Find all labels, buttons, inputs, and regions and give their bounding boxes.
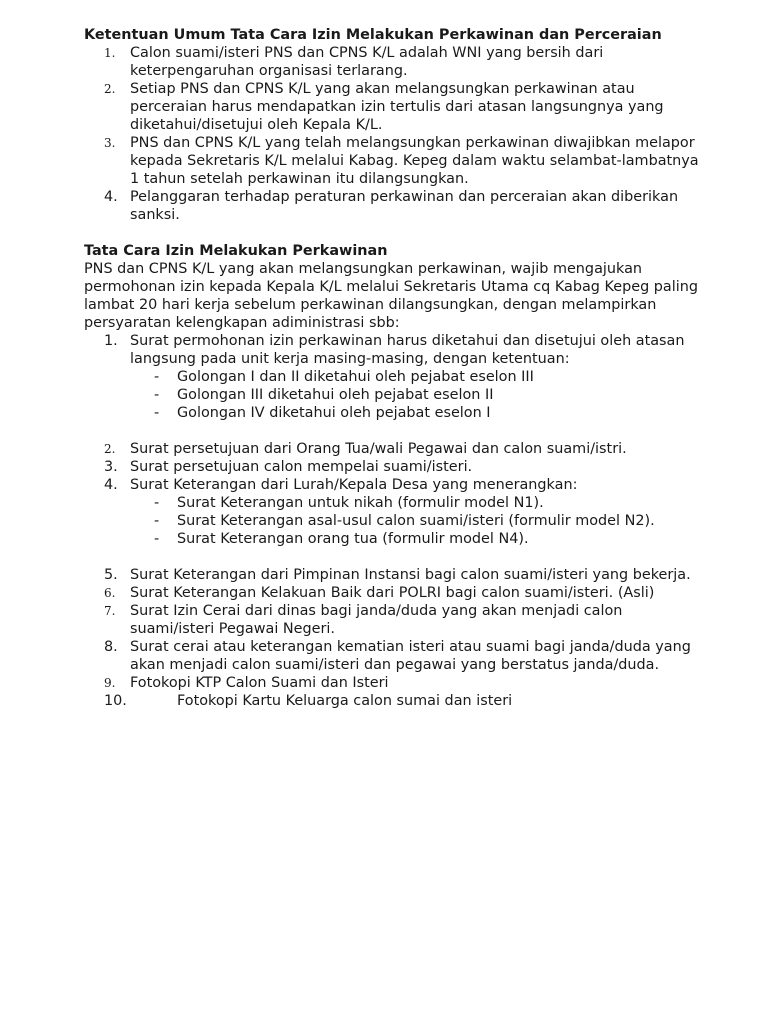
list-item: 2. Surat persetujuan dari Orang Tua/wali Pegawai dan calon suami/istri. bbox=[104, 441, 627, 457]
list-item: 10. Fotokopi Kartu Keluarga calon sumai dan isteri bbox=[104, 693, 513, 709]
list-item: 3. PNS dan CPNS K/L yang telah melangsungkan perkawinan diwajibkan melapor kepada Sekretaris K/L melalui Kabag. Kepeg dalam waktu selambat-lambatnya 1 tahun setelah perkawinan itu dilangsungkan. bbox=[104, 135, 699, 187]
sub-item: - Surat Keterangan asal-usul calon suami/isteri (formulir model N2). bbox=[154, 513, 655, 529]
sub-item: - Golongan III diketahui oleh pejabat eselon II bbox=[154, 387, 494, 403]
list-item: 2. Setiap PNS dan CPNS K/L yang akan melangsungkan perkawinan atau perceraian harus mendapatkan izin tertulis dari atasan langsungnya yang diketahui/disetujui oleh Kepala K/L. bbox=[104, 81, 664, 133]
sub-item: - Golongan I dan II diketahui oleh pejabat eselon III bbox=[154, 369, 534, 385]
sub-item: - Surat Keterangan untuk nikah (formulir model N1). bbox=[154, 495, 544, 511]
list-item: 4. Pelanggaran terhadap peraturan perkawinan dan perceraian akan diberikan sanksi. bbox=[104, 189, 679, 223]
list-item: 4. Surat Keterangan dari Lurah/Kepala Desa yang menerangkan: bbox=[104, 477, 578, 493]
list-item: 1. Surat permohonan izin perkawinan harus diketahui dan disetujui oleh atasan langsung pada unit kerja masing-masing, dengan ketentuan: bbox=[104, 333, 685, 367]
list-item: 9. Fotokopi KTP Calon Suami dan Isteri bbox=[104, 675, 389, 691]
document-page bbox=[84, 26, 704, 710]
list-item: 7. Surat Izin Cerai dari dinas bagi janda/duda yang akan menjadi calon suami/isteri Pegawai Negeri. bbox=[104, 603, 623, 637]
sub-item: - Golongan IV diketahui oleh pejabat eselon I bbox=[154, 405, 491, 421]
list-item: 5. Surat Keterangan dari Pimpinan Instansi bagi calon suami/isteri yang bekerja. bbox=[104, 567, 691, 583]
sub-item: - Surat Keterangan orang tua (formulir model N4). bbox=[154, 531, 529, 547]
list-item: 1. Calon suami/isteri PNS dan CPNS K/L adalah WNI yang bersih dari keterpengaruhan organisasi terlarang. bbox=[104, 45, 604, 79]
list-item: 3. Surat persetujuan calon mempelai suami/isteri. bbox=[104, 459, 473, 475]
list-item: 6. Surat Keterangan Kelakuan Baik dari POLRI bagi calon suami/isteri. (Asli) bbox=[104, 585, 655, 601]
list-item: 8. Surat cerai atau keterangan kematian isteri atau suami bagi janda/duda yang akan menjadi calon suami/isteri dan pegawai yang berstatus janda/duda. bbox=[104, 639, 691, 673]
section2-intro: PNS dan CPNS K/L yang akan melangsungkan perkawinan, wajib mengajukan permohonan izin kepada Kepala K/L melalui Sekretaris Utama cq Kabag Kepeg paling lambat 20 hari kerja sebelum perkawinan dilangsungkan, dengan melampirkan persyaratan kelengkapan adiministrasi sbb: bbox=[84, 261, 698, 331]
section2-title: Tata Cara Izin Melakukan Perkawinan bbox=[84, 243, 388, 259]
section1-title: Ketentuan Umum Tata Cara Izin Melakukan Perkawinan dan Perceraian bbox=[84, 27, 662, 43]
